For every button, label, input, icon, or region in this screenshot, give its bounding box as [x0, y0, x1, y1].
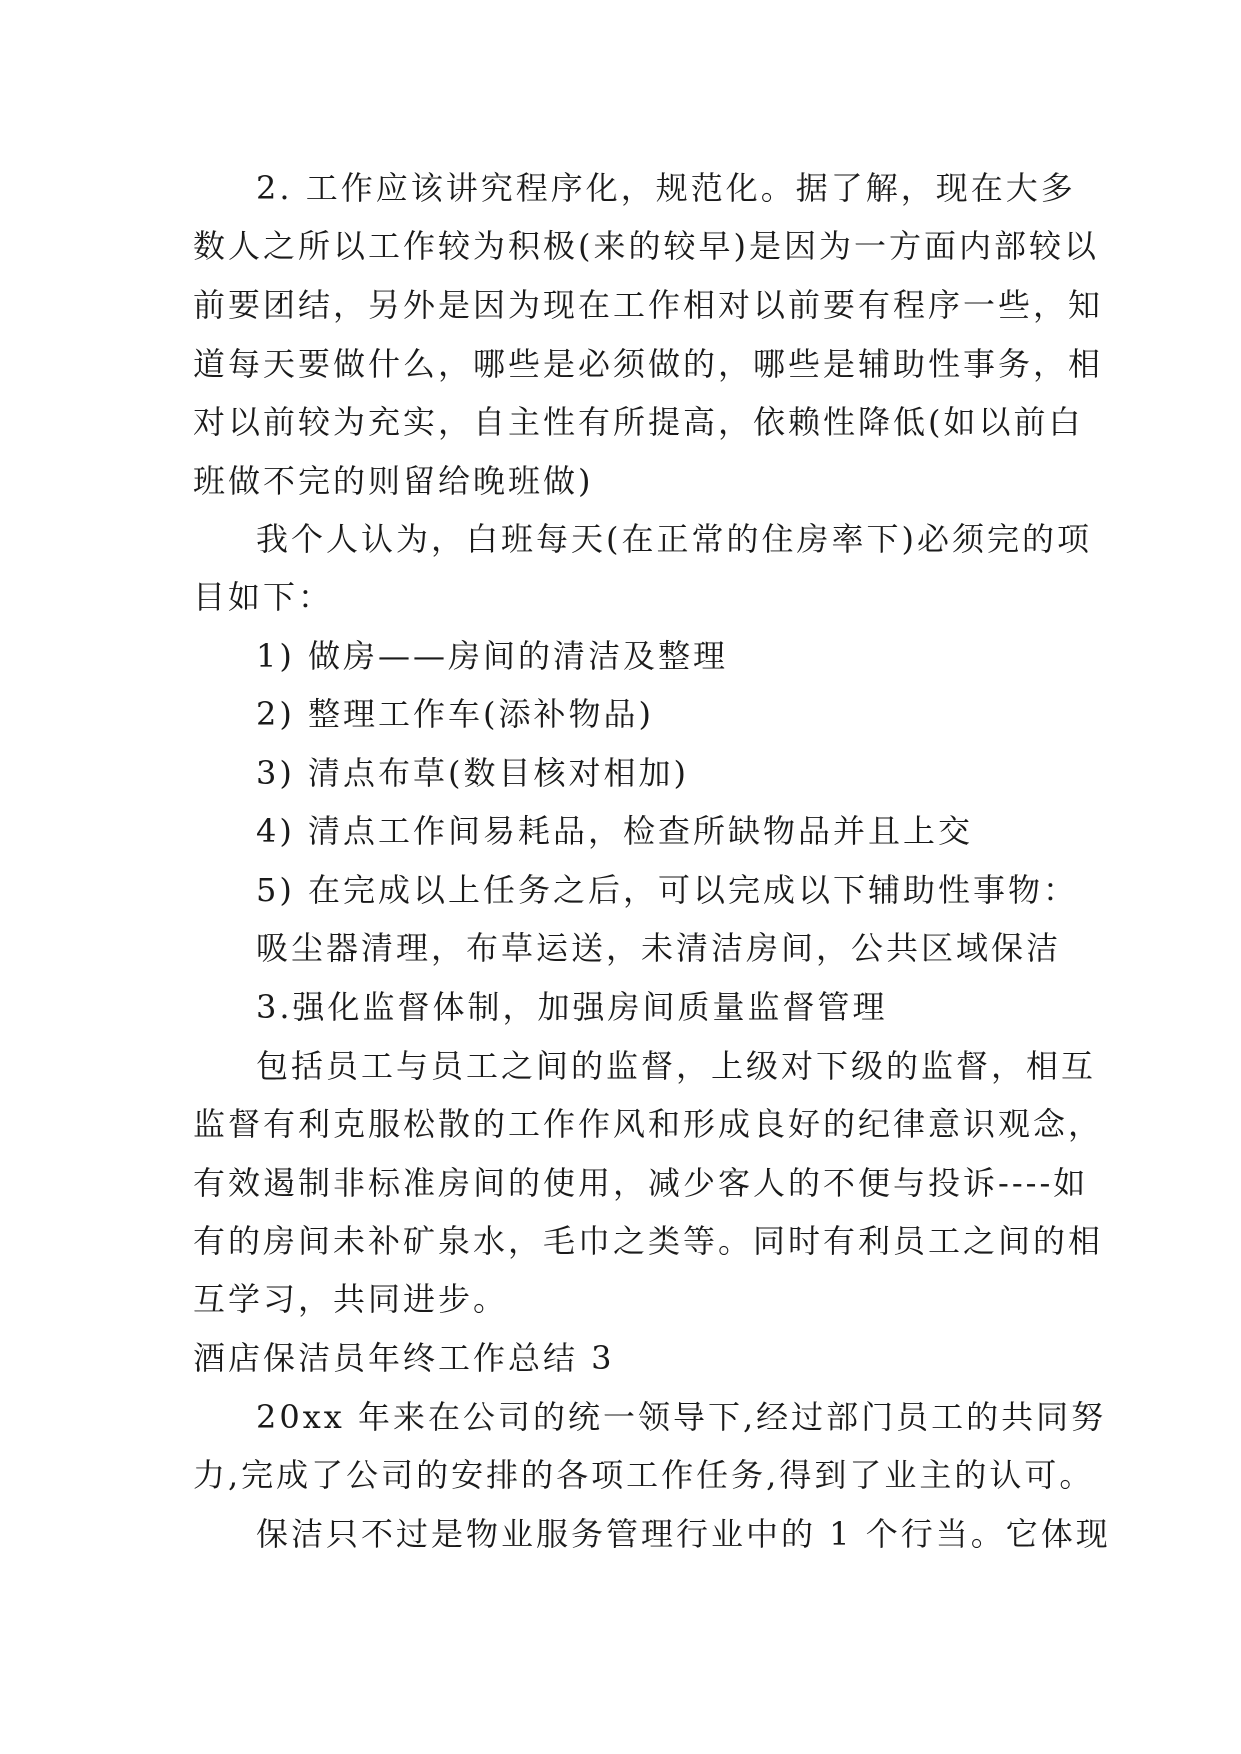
paragraph-line: 目如下： [193, 578, 334, 616]
paragraph-line: 包括员工与员工之间的监督，上级对下级的监督，相互 [256, 1047, 1097, 1085]
document-title: 酒店保洁员年终工作总结 3 [193, 1339, 615, 1377]
paragraph-line: 互学习，共同进步。 [193, 1280, 509, 1318]
section-heading: 3.强化监督体制，加强房间质量监督管理 [256, 988, 888, 1026]
list-item: 1) 做房——房间的清洁及整理 [256, 637, 729, 675]
paragraph-line: 保洁只不过是物业服务管理行业中的 1 个行当。它体现 [256, 1515, 1111, 1553]
list-item: 2) 整理工作车(添补物品) [256, 695, 654, 733]
paragraph-line: 有的房间未补矿泉水，毛巾之类等。同时有利员工之间的相 [193, 1222, 1104, 1260]
paragraph-line: 力,完成了公司的安排的各项工作任务,得到了业主的认可。 [193, 1456, 1095, 1494]
paragraph-line: 监督有利克服松散的工作作风和形成良好的纪律意识观念， [193, 1105, 1104, 1143]
paragraph-line: 我个人认为，白班每天(在正常的住房率下)必须完的项 [256, 520, 1092, 558]
paragraph-line: 2. 工作应该讲究程序化，规范化。据了解，现在大多 [256, 169, 1076, 207]
paragraph-line: 对以前较为充实，自主性有所提高，依赖性降低(如以前白 [193, 403, 1084, 441]
list-item: 5) 在完成以上任务之后，可以完成以下辅助性事物： [256, 871, 1079, 909]
list-item: 4) 清点工作间易耗品，检查所缺物品并且上交 [256, 812, 974, 850]
paragraph-line: 班做不完的则留给晚班做) [193, 462, 594, 500]
paragraph-line: 前要团结，另外是因为现在工作相对以前要有程序一些，知 [193, 286, 1104, 324]
paragraph-line: 有效遏制非标准房间的使用，减少客人的不便与投诉----如 [193, 1164, 1089, 1202]
list-item: 3) 清点布草(数目核对相加) [256, 754, 689, 792]
paragraph-line: 道每天要做什么，哪些是必须做的，哪些是辅助性事务，相 [193, 345, 1104, 383]
paragraph-line: 20xx 年来在公司的统一领导下,经过部门员工的共同努 [256, 1398, 1107, 1436]
paragraph-line: 数人之所以工作较为积极(来的较早)是因为一方面内部较以 [193, 227, 1099, 265]
paragraph-line: 吸尘器清理，布草运送，未清洁房间，公共区域保洁 [256, 929, 1062, 967]
